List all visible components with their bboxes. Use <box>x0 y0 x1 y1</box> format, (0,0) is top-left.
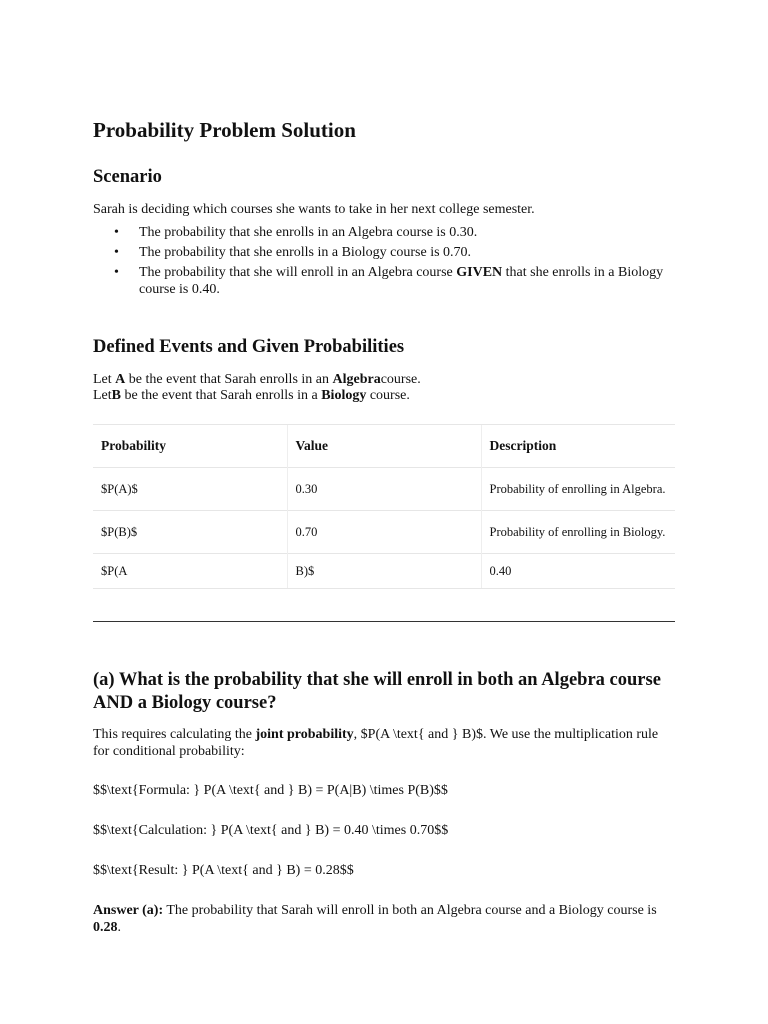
column-header-value: Value <box>287 425 481 468</box>
answer-label: Answer (a): <box>93 903 164 918</box>
calculation-line: $$\text{Calculation: } P(A \text{ and } B) = 0.40 \times 0.70$$ <box>93 823 449 838</box>
bullet-icon: • <box>114 245 119 260</box>
event-a-definition <box>93 371 675 388</box>
bullet-text-after: that she enrolls in a Biology course is 0.40. <box>139 265 664 297</box>
let-text: Let <box>93 388 112 403</box>
bullet-text: The probability that she enrolls in an Algebra course is 0.30. <box>139 225 478 240</box>
event-a-label: A <box>115 372 126 387</box>
answer-text: The probability that Sarah will enroll in both an Algebra course and a Biology course is <box>163 903 657 918</box>
table-row <box>93 468 675 511</box>
formula-line: $$\text{Formula: } P(A \text{ and } B) = P(A|B) \times P(B)$$ <box>93 783 448 798</box>
bullet-text: The probability that she enrolls in a Biology course is 0.70. <box>139 245 472 260</box>
event-a-text: be the event that Sarah enrolls in an <box>125 372 333 387</box>
part-a-intro-before: This requires calculating the <box>93 727 256 742</box>
part-a-intro-emphasis: joint probability <box>255 727 354 742</box>
event-b-end: course. <box>366 388 410 403</box>
list-item <box>93 224 675 241</box>
table-cell: 0.40 <box>481 554 675 589</box>
table-cell: $P(A)$ <box>93 468 287 511</box>
column-header-description: Description <box>481 425 675 468</box>
table-cell: $P(B)$ <box>93 511 287 554</box>
list-item <box>93 244 675 261</box>
column-header-probability: Probability <box>93 425 287 468</box>
part-a-intro <box>93 726 675 760</box>
table-cell: $P(A <box>93 554 287 589</box>
bullet-icon: • <box>114 225 119 240</box>
event-a-course: Algebra <box>332 372 381 387</box>
table-cell: 0.30 <box>287 468 481 511</box>
part-a-heading: (a) What is the probability that she will enroll in both an Algebra course AND a Biology course? <box>93 670 661 713</box>
probability-table <box>93 424 675 589</box>
table-row <box>93 554 675 589</box>
horizontal-divider <box>93 621 675 622</box>
table-row <box>93 511 675 554</box>
answer-end: . <box>117 920 121 935</box>
event-a-end: course. <box>380 372 421 387</box>
bullet-text-before: The probability that she will enroll in an Algebra course <box>139 265 457 280</box>
events-heading: Defined Events and Given Probabilities <box>93 337 405 357</box>
let-text: Let <box>93 372 116 387</box>
event-b-label: B <box>111 388 121 403</box>
table-cell: Probability of enrolling in Biology. <box>481 511 675 554</box>
event-b-text: be the event that Sarah enrolls in a <box>121 388 322 403</box>
bullet-icon: • <box>114 265 119 280</box>
table-cell: B)$ <box>287 554 481 589</box>
part-a-intro-after: , $P(A \text{ and } B)$. We use the multiplication rule for conditional probability: <box>93 727 659 759</box>
list-item <box>93 264 675 298</box>
page-title: Probability Problem Solution <box>93 118 356 142</box>
table-cell: 0.70 <box>287 511 481 554</box>
scenario-heading: Scenario <box>93 167 162 187</box>
answer-a <box>93 902 675 936</box>
table-header-row <box>93 425 675 468</box>
table-cell: Probability of enrolling in Algebra. <box>481 468 675 511</box>
bullet-text-emphasis: GIVEN <box>456 265 503 280</box>
scenario-intro: Sarah is deciding which courses she wants to take in her next college semester. <box>93 202 535 217</box>
scenario-bullet-list <box>93 224 675 301</box>
event-b-course: Biology <box>321 388 367 403</box>
answer-value: 0.28 <box>93 920 118 935</box>
event-b-definition <box>93 387 675 404</box>
result-line: $$\text{Result: } P(A \text{ and } B) = 0.28$$ <box>93 863 354 878</box>
